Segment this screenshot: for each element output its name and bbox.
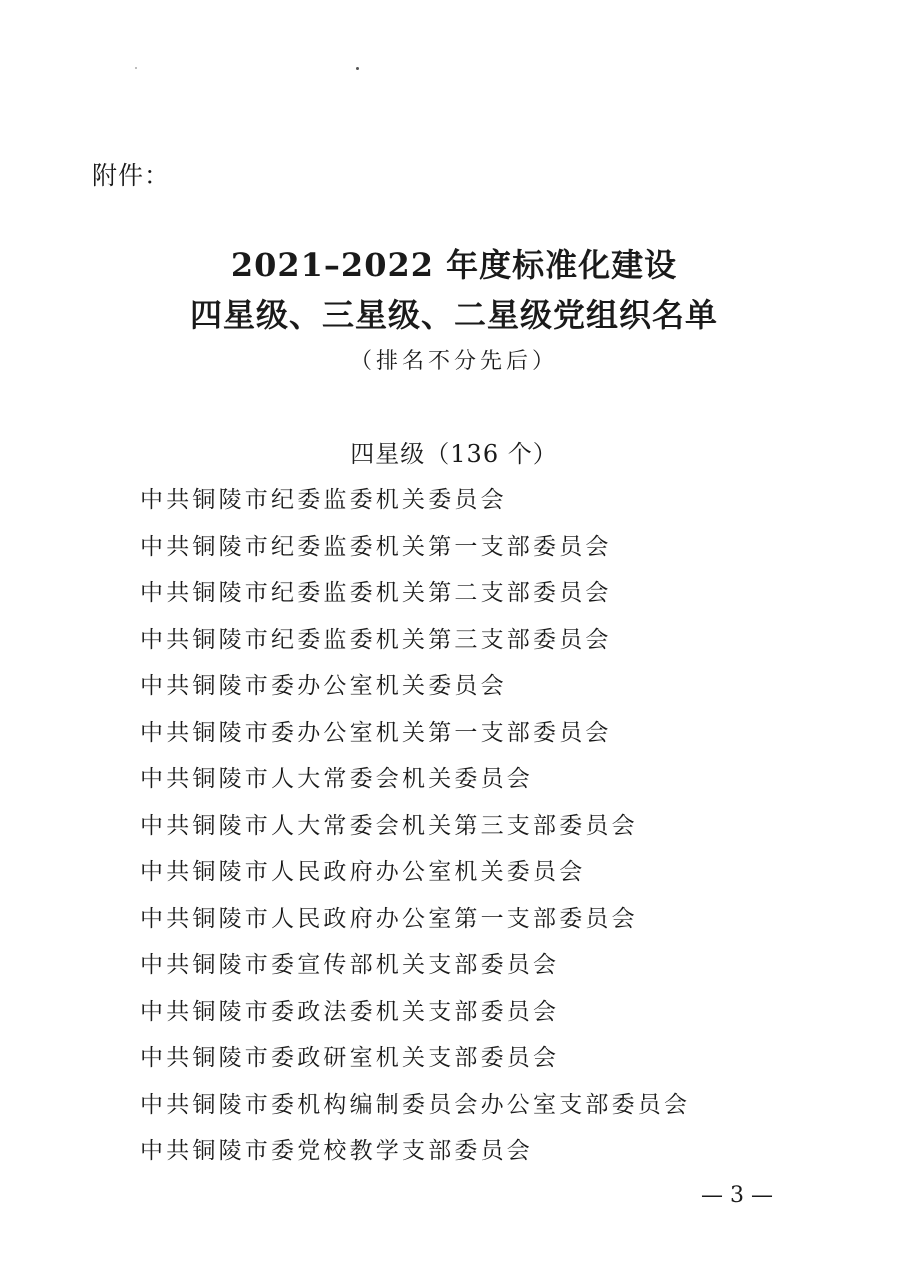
page-number: — 3 — xyxy=(701,1183,773,1208)
list-item: 中共铜陵市人民政府办公室机关委员会 xyxy=(140,859,586,885)
organization-list xyxy=(140,477,690,1175)
list-item: 中共铜陵市纪委监委机关第二支部委员会 xyxy=(140,580,612,606)
list-item: 中共铜陵市人大常委会机关第三支部委员会 xyxy=(140,812,638,839)
list-item: 中共铜陵市委宣传部机关支部委员会 xyxy=(140,952,560,978)
list-item: 中共铜陵市委机构编制委员会办公室支部委员会 xyxy=(140,1091,691,1118)
list-item: 中共铜陵市委政研室机关支部委员会 xyxy=(140,1045,560,1071)
list-item: 中共铜陵市纪委监委机关第三支部委员会 xyxy=(140,626,612,653)
title-subtitle: （排名不分先后） xyxy=(349,349,558,374)
scan-speck xyxy=(135,67,137,69)
list-item: 中共铜陵市纪委监委机关委员会 xyxy=(140,487,507,513)
list-item: 中共铜陵市人大常委会机关委员会 xyxy=(140,766,533,792)
title-line-2: 四星级、三星级、二星级党组织名单 xyxy=(189,296,718,334)
list-item: 中共铜陵市委党校教学支部委员会 xyxy=(140,1138,533,1164)
title-line-1: 2021–2022 年度标准化建设 xyxy=(230,246,678,284)
section-heading: 四星级（136 个） xyxy=(350,440,558,468)
attachment-label: 附件： xyxy=(92,161,171,190)
list-item: 中共铜陵市委政法委机关支部委员会 xyxy=(140,998,560,1025)
list-item: 中共铜陵市人民政府办公室第一支部委员会 xyxy=(140,905,638,932)
document-title xyxy=(0,240,908,378)
scan-speck xyxy=(356,67,359,70)
list-item: 中共铜陵市委办公室机关委员会 xyxy=(140,673,507,699)
list-item: 中共铜陵市纪委监委机关第一支部委员会 xyxy=(140,533,612,560)
list-item: 中共铜陵市委办公室机关第一支部委员会 xyxy=(140,719,612,746)
